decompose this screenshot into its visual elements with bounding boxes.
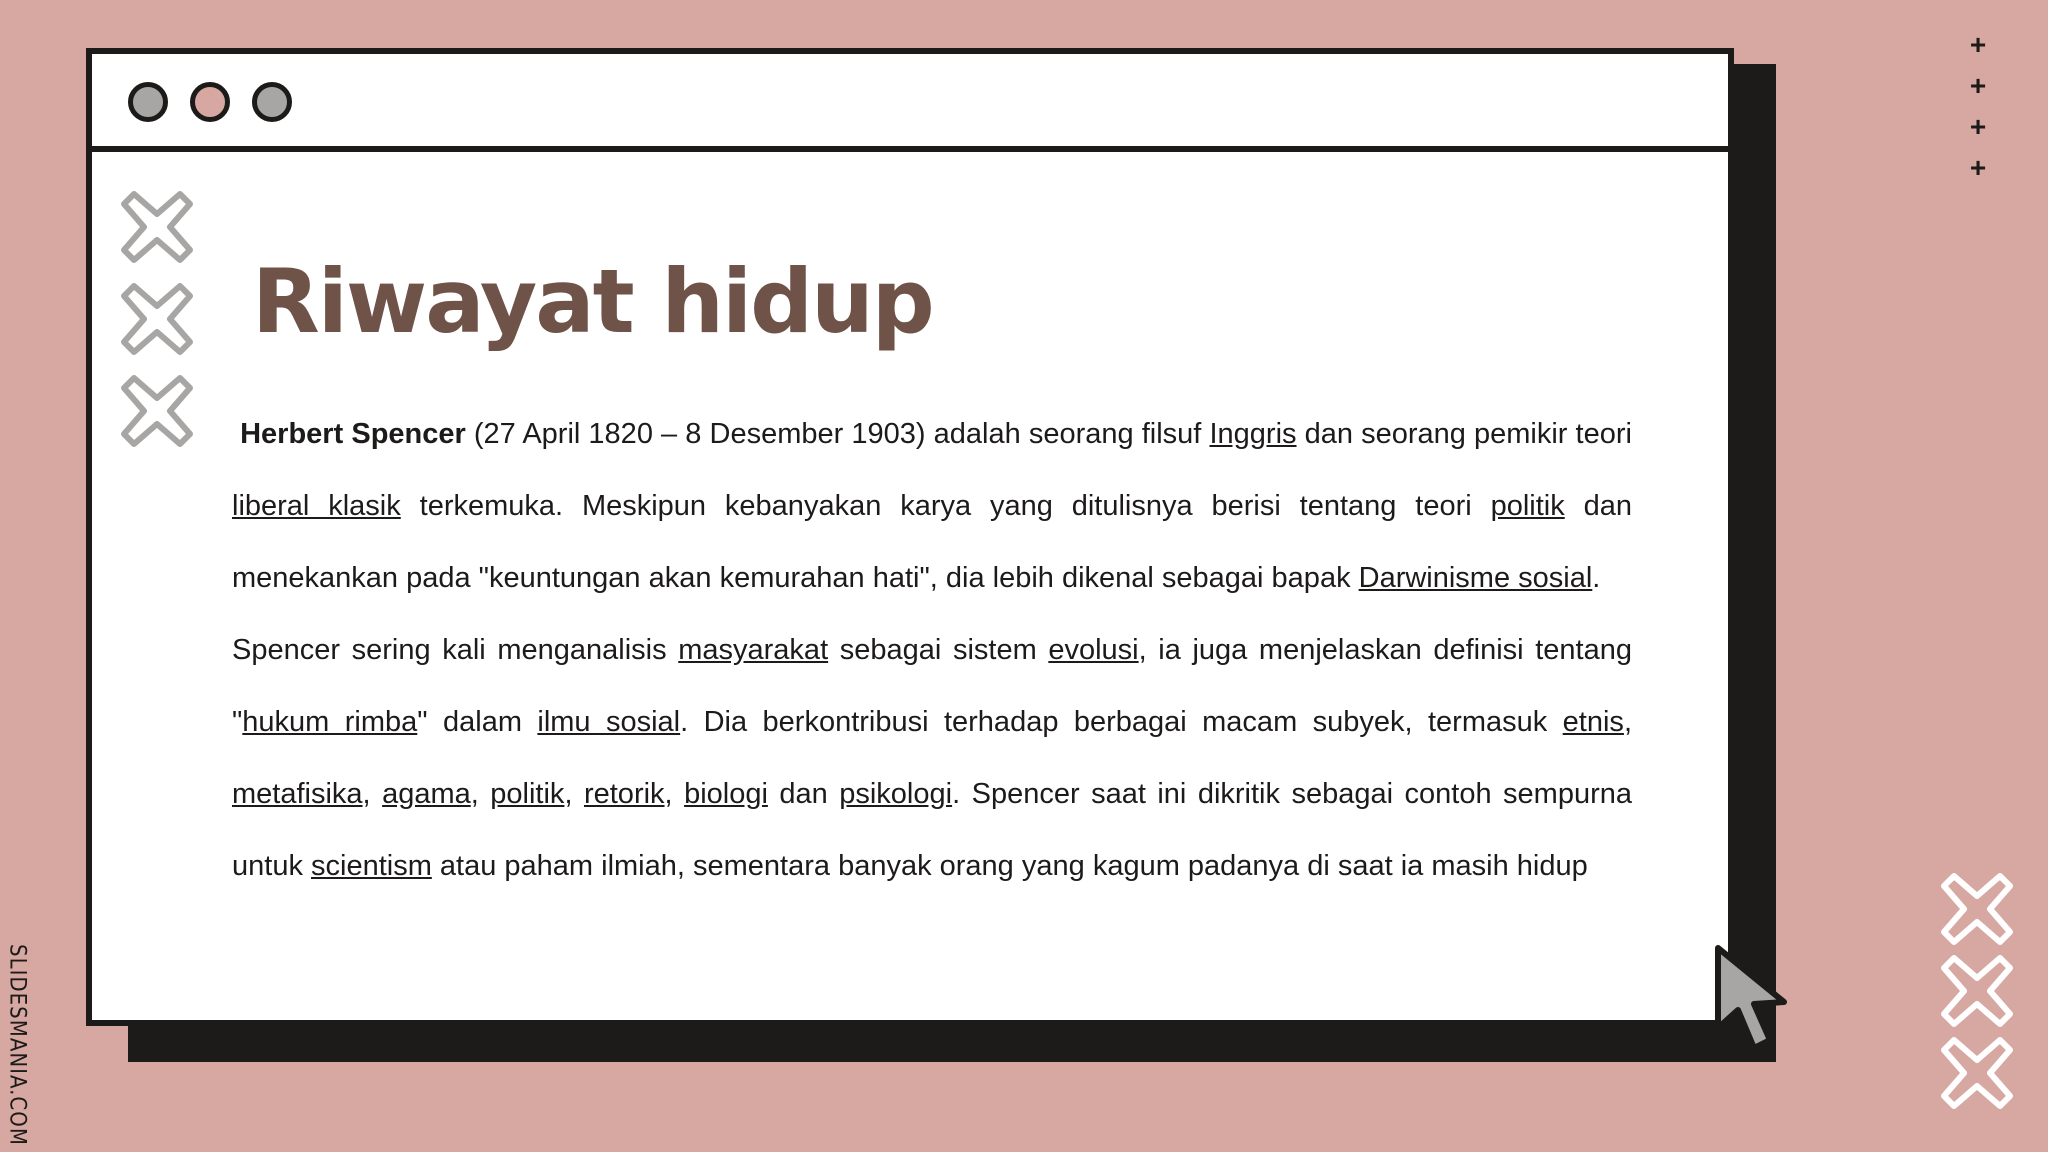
paragraph-1 [232,398,1632,614]
body-text [232,398,1632,902]
link-politik[interactable]: politik [1490,490,1565,522]
text-run: , [1623,706,1632,738]
x-decoration-right [1940,872,2014,1110]
link-retorik[interactable]: retorik [583,778,665,810]
link-scientism[interactable]: scientism [311,850,432,882]
text-run: dan menekankan pada "keuntungan akan kemurahan hati", dia lebih dikenal sebagai bapak [232,490,1632,594]
text-run: atau paham ilmiah, sementara banyak orang yang kagum padanya di saat ia masih hidup [431,850,1588,882]
link-politik-2[interactable]: politik [490,778,565,810]
person-name: Herbert Spencer [240,418,466,450]
text-run: dan seorang pemikir teori [1296,418,1632,450]
x-cross-icon [1940,954,2014,1028]
x-cross-icon [1940,872,2014,946]
text-run: , [664,778,685,810]
brand-watermark: SLIDESMANIA.COM [4,944,30,1146]
link-inggris[interactable]: Inggris [1209,418,1297,450]
plus-decoration-column [1966,24,1990,188]
text-run: sebagai sistem [828,634,1049,666]
browser-window [86,48,1734,1026]
x-cross-icon [1940,1036,2014,1110]
text-run: . [1592,562,1601,594]
x-cross-icon [120,374,194,448]
plus-icon: + [1969,70,1987,101]
window-dot-2[interactable] [190,82,230,122]
link-liberal-klasik[interactable]: liberal klasik [232,490,401,522]
link-darwinisme-sosial[interactable]: Darwinisme sosial [1358,562,1593,594]
text-run: . Spencer saat ini dikritik sebagai contoh sempurna untuk [232,778,1632,882]
plus-icon: + [1969,29,1987,60]
window-dot-3[interactable] [252,82,292,122]
window-dot-1[interactable] [128,82,168,122]
x-decoration-column [120,190,194,448]
link-evolusi[interactable]: evolusi [1048,634,1139,666]
text-run: terkemuka. Meskipun kebanyakan karya yang ditulisnya berisi tentang teori [400,490,1491,522]
text-run: . Dia berkontribusi terhadap berbagai macam subyek, termasuk [680,706,1563,738]
link-agama[interactable]: agama [382,778,471,810]
link-etnis[interactable]: etnis [1562,706,1624,738]
link-hukum-rimba[interactable]: hukum rimba [242,706,418,738]
plus-icon: + [1969,152,1987,183]
text-run: , [362,778,383,810]
text-run: " dalam [417,706,538,738]
link-ilmu-sosial[interactable]: ilmu sosial [537,706,681,738]
text-run: Spencer sering kali menganalisis [232,634,679,666]
x-cross-icon [120,282,194,356]
slide-title: Riwayat hidup [252,250,933,353]
cursor-arrow-icon [1712,944,1796,1054]
paragraph-2 [232,614,1632,902]
text-run: , [564,778,584,810]
x-cross-icon [120,190,194,264]
link-biologi[interactable]: biologi [684,778,768,810]
text-run: , [470,778,491,810]
text-run: dan [767,778,840,810]
window-titlebar [92,54,1728,152]
plus-icon: + [1969,111,1987,142]
text-run: (27 April 1820 – 8 Desember 1903) adalah seorang filsuf [465,418,1210,450]
link-masyarakat[interactable]: masyarakat [678,634,829,666]
text-run: , ia juga menjelaskan definisi tentang " [232,634,1632,738]
link-psikologi[interactable]: psikologi [839,778,953,810]
link-metafisika[interactable]: metafisika [232,778,363,810]
